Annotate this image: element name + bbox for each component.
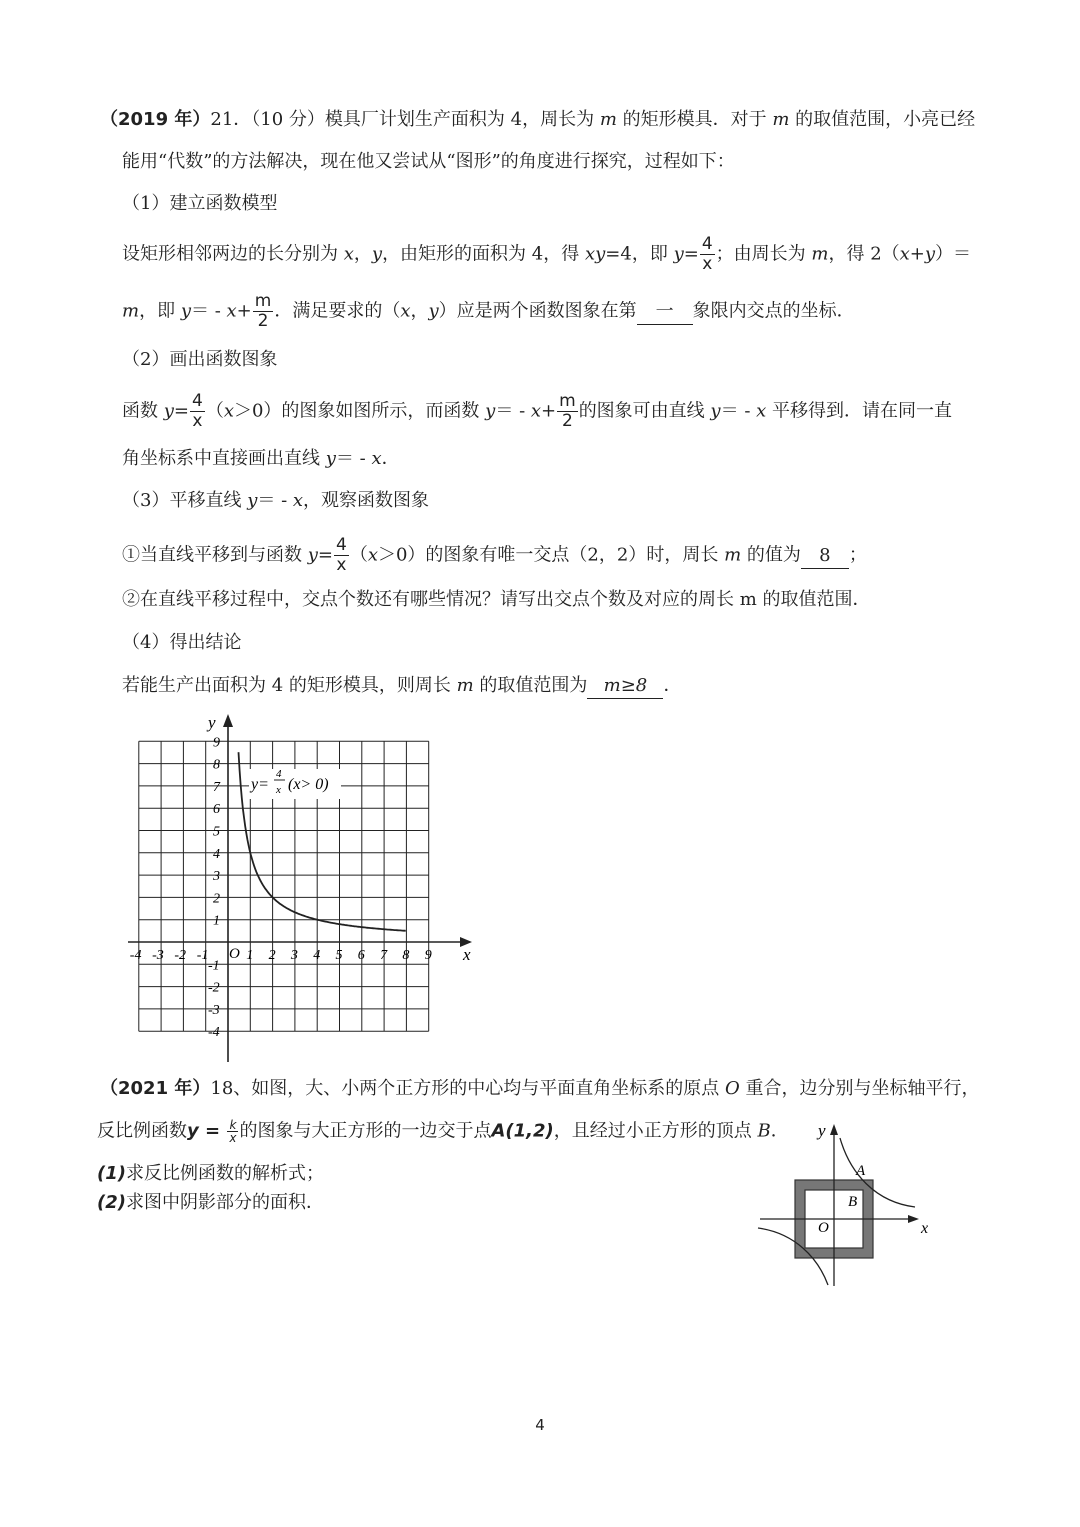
x-tick-label: -3 bbox=[152, 948, 164, 963]
y-tick-label: -2 bbox=[208, 980, 220, 996]
curve-label bbox=[249, 768, 341, 799]
section-1-line2: m，即 y＝ - x+ $\frac{m}{2}$ ．满足要求的（x，y）应是两个函数图象在第 一 象限内交点的坐标． bbox=[122, 291, 855, 331]
problem-2019-line1: （2019 年）21．（10 分）模具厂计划生产面积为 4，周长为 m 的矩形模具．对于 m 的取值范围，小亮已经 bbox=[100, 109, 976, 130]
problem-2019-line2: 能用“代数”的方法解决，现在他又尝试从“图形”的角度进行探究，过程如下： bbox=[122, 151, 735, 172]
figure-y-label: y bbox=[818, 1121, 826, 1140]
fraction-k-over-x: $\frac{k}{x}$ bbox=[229, 1118, 237, 1145]
function-graph bbox=[120, 708, 480, 1068]
y-tick-label: 1 bbox=[213, 913, 220, 929]
figure-x-label: x bbox=[921, 1220, 929, 1237]
origin-label: O bbox=[818, 1220, 829, 1236]
x-tick-label: 2 bbox=[268, 948, 276, 963]
problem-2021-line1: （2021 年）18、如图，大、小两个正方形的中心均与平面直角坐标系的原点 O 重合，边分别与坐标轴平行， bbox=[100, 1078, 980, 1099]
y-tick-label: 9 bbox=[213, 735, 220, 751]
section-2-line1: 函数 y= $\frac{4}{x}$ （x＞0）的图象如图所示，而函数 y＝ - x+ $\frac{m}{2}$ 的图象可由直线 y＝ - x 平移得到．请在同一直 bbox=[122, 391, 953, 431]
section-4-title: （4）得出结论 bbox=[122, 632, 242, 653]
x-tick-label: 1 bbox=[246, 948, 254, 963]
x-tick-label: -1 bbox=[196, 948, 209, 963]
x-tick-label: -4 bbox=[129, 948, 142, 963]
y-tick-label: 6 bbox=[213, 802, 220, 818]
section-3-title: （3）平移直线 y＝ - x，观察函数图象 bbox=[122, 490, 430, 511]
answer-blank-quadrant: 一 bbox=[637, 300, 693, 325]
section-2-line2: 角坐标系中直接画出直线 y＝ - x． bbox=[122, 448, 400, 469]
fraction-4-over-x: $\frac{4}{x}$ bbox=[336, 535, 347, 575]
y-tick-label: 5 bbox=[213, 824, 220, 840]
y-axis-arrow-icon bbox=[223, 714, 233, 727]
year-label-2021: （2021 年） bbox=[100, 1078, 211, 1099]
y-tick-label: 4 bbox=[213, 846, 220, 862]
section-1-line1: 设矩形相邻两边的长分别为 x，y，由矩形的面积为 4，得 xy=4，即 y= $\frac{4}{x}$ ；由周长为 m，得 2（x+y）＝ bbox=[122, 234, 972, 274]
section-4-line1: 若能生产出面积为 4 的矩形模具，则周长 m 的取值范围为 m≥8 ． bbox=[122, 674, 681, 699]
origin-label: O bbox=[229, 946, 240, 962]
x-tick-label: 8 bbox=[402, 948, 410, 963]
y-tick-label: 2 bbox=[213, 891, 220, 907]
y-tick-label: 8 bbox=[213, 757, 220, 773]
problem-2021-line2: 反比例函数y = $\frac{k}{x}$ 的图象与大正方形的一边交于点A(1,2)，且经过小正方形的顶点 B． bbox=[97, 1118, 789, 1145]
fraction-m-over-2: $\frac{m}{2}$ bbox=[254, 291, 272, 331]
y-tick-label: 3 bbox=[213, 869, 220, 885]
y-axis-arrow-icon bbox=[830, 1124, 838, 1135]
svg-text:x: x bbox=[276, 784, 281, 796]
question-2: (2)求图中阴影部分的面积． bbox=[97, 1192, 324, 1213]
x-axis-label: x bbox=[463, 945, 471, 964]
year-label-2019: （2019 年） bbox=[100, 109, 211, 130]
svg-text:y=: y= bbox=[251, 776, 269, 793]
x-tick-label: 7 bbox=[380, 948, 388, 963]
y-tick-label: 7 bbox=[213, 779, 220, 795]
x-tick-label: -2 bbox=[174, 948, 187, 963]
x-axis-arrow-icon bbox=[908, 1215, 919, 1223]
point-B-label: B bbox=[848, 1194, 858, 1210]
svg-text:4: 4 bbox=[276, 768, 282, 780]
answer-blank-perimeter: 8 bbox=[801, 544, 849, 569]
x-tick-label: 4 bbox=[313, 948, 321, 963]
y-tick-label: -4 bbox=[208, 1025, 220, 1041]
section-1-title: （1）建立函数模型 bbox=[122, 193, 278, 214]
section-3-line2: ②在直线平移过程中，交点个数还有哪些情况？请写出交点个数及对应的周长 m 的取值范围． bbox=[122, 589, 871, 610]
svg-text:(x> 0): (x> 0) bbox=[288, 776, 329, 793]
y-tick-label: -3 bbox=[208, 1002, 220, 1018]
y-tick-label: -1 bbox=[208, 958, 220, 974]
fraction-4-over-x: $\frac{4}{x}$ bbox=[192, 391, 203, 431]
fraction-4-over-x: $\frac{4}{x}$ bbox=[701, 234, 713, 274]
page-number: 4 bbox=[535, 1416, 545, 1434]
section-2-title: （2）画出函数图象 bbox=[122, 349, 278, 370]
squares-figure bbox=[755, 1118, 955, 1288]
point-A-label: A bbox=[856, 1163, 866, 1179]
x-tick-label: 3 bbox=[290, 948, 298, 963]
x-tick-label: 5 bbox=[335, 948, 343, 963]
x-tick-label: 6 bbox=[357, 948, 365, 963]
x-tick-label: 9 bbox=[424, 948, 432, 963]
fraction-m-over-2: $\frac{m}{2}$ bbox=[559, 391, 576, 431]
question-1: (1)求反比例函数的解析式； bbox=[97, 1163, 324, 1184]
answer-blank-range: m≥8 bbox=[587, 674, 663, 699]
section-3-line1: ①当直线平移到与函数 y= $\frac{4}{x}$ （x＞0）的图象有唯一交点（2，2）时，周长 m 的值为 8 ； bbox=[122, 535, 867, 575]
y-axis-label: y bbox=[208, 713, 216, 732]
